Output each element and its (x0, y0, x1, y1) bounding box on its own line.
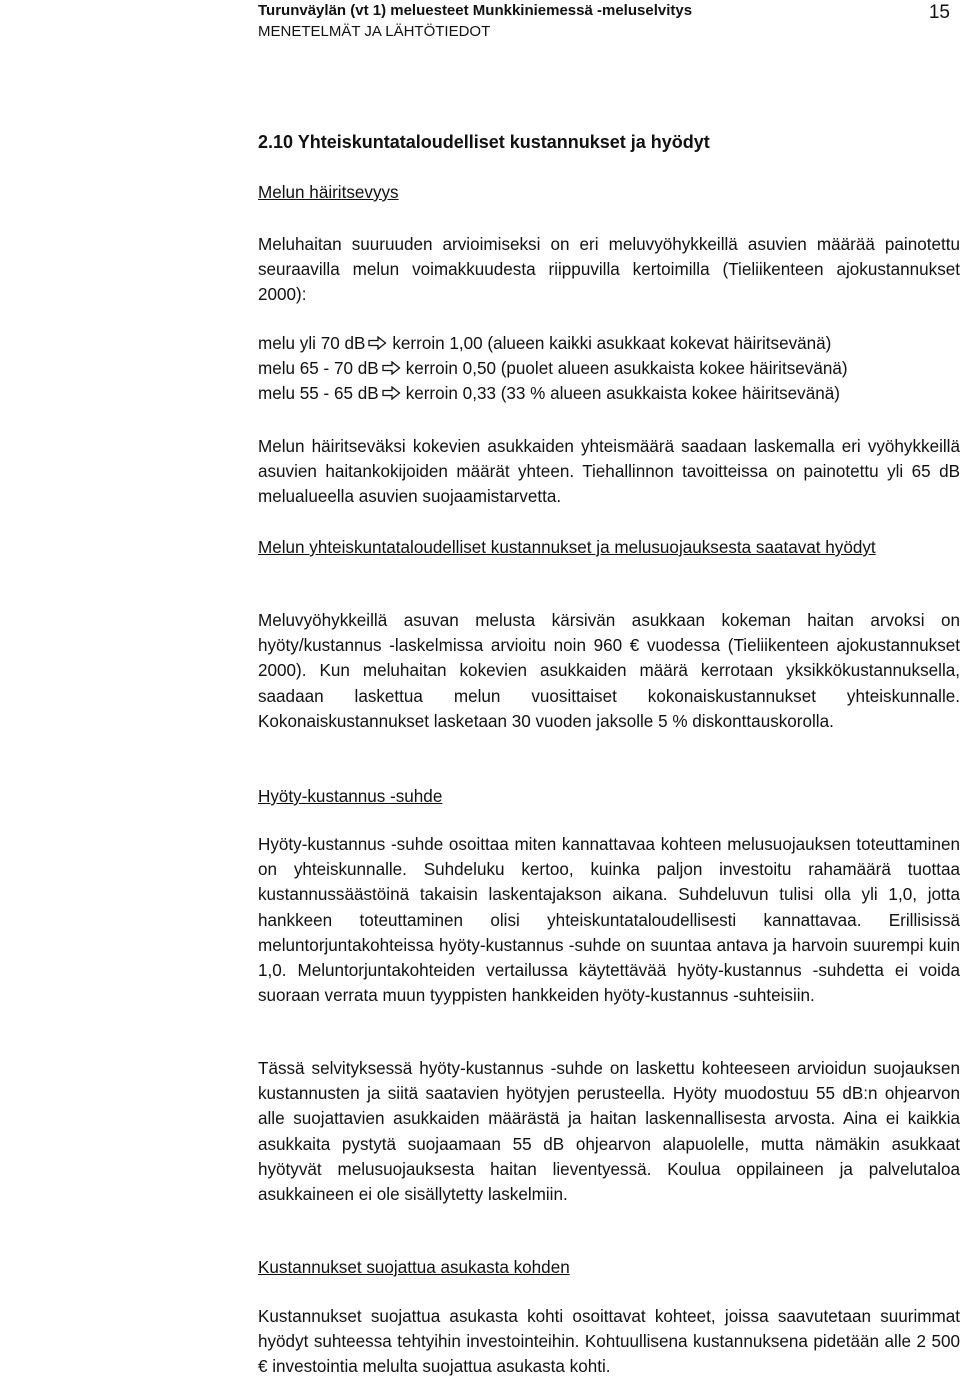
subheading-economic-costs-text: Melun yhteiskuntataloudelliset kustannukset ja melusuojauksesta saatavat hyödyt (258, 538, 876, 557)
paragraph-benefit-cost-2: Tässä selvityksessä hyöty-kustannus -suhde on laskettu kohteeseen arvioidun suojauksen kustannusten ja siitä saatavien hyötyjen perusteella. Hyöty muodostuu 55 dB:n ohjearvon alle suojattavien asukkaiden määrästä ja haitan laskennallisesta arvosta. Aina ei kaikkia asukkaita pystytä suojaamaan 55 dB ohjearvon alapuolelle, mutta nämäkin asukkaat hyötyvät melusuojauksesta haitan lieventyessä. Koulua oppilaineen ja palvelutaloa asukkaineen ei ole sisällytetty laskelmiin. (258, 1059, 960, 1205)
arrow-right-icon (382, 361, 401, 375)
paragraph-weighting: Meluhaitan suuruuden arvioimiseksi on eri meluvyöhykkeillä asuvien määrää painotettu seuraavilla melun voimakkuudesta riippuvilla kertoimilla (Tieliikenteen ajokustannukset 2000): (258, 235, 960, 305)
factor-list (258, 331, 960, 407)
factor-text: kerroin 0,33 (33 % alueen asukkaista kokee häiritsevänä) (405, 384, 840, 404)
paragraph-total: Melun häiritseväksi kokevien asukkaiden yhteismäärä saadaan laskemalla eri vyöhykkeillä asuvien haitankokijoiden määrät yhteen. Tiehallinnon tavoitteissa on painotettu yli 65 dB melualueella asuvien suojaamistarvetta. (258, 437, 960, 507)
factor-row (258, 381, 960, 406)
factor-row (258, 356, 960, 381)
arrow-right-icon (368, 336, 387, 350)
factor-row (258, 331, 960, 356)
subheading-benefit-cost (258, 784, 960, 809)
arrow-right-icon (382, 386, 401, 400)
subheading-noise-annoyance (258, 180, 960, 205)
factor-range: melu 55 - 65 dB (258, 384, 379, 404)
header-subtitle: MENETELMÄT JA LÄHTÖTIEDOT (258, 23, 491, 40)
page-header (258, 0, 960, 42)
factor-text: kerroin 1,00 (alueen kaikki asukkaat kokevat häiritsevänä) (392, 334, 832, 353)
factor-text: kerroin 0,50 (puolet alueen asukkaista kokee häiritsevänä) (405, 359, 848, 379)
paragraph-benefit-cost-1: Hyöty-kustannus -suhde osoittaa miten kannattavaa kohteen melusuojauksen toteuttaminen on yhteiskunnalle. Suhdeluku kertoo, kuinka paljon investoitu rahamäärä tuottaa kustannussäästöinä takaisin laskentajakson aikana. Suhdeluvun tulisi olla yli 1,0, jotta hankkeen toteuttaminen olisi yhteiskuntataloudellisesti kannattavaa. Erillisissä meluntorjuntakohteissa hyöty-kustannus -suhde on suuntaa antava ja harvoin suurempi kuin 1,0. Meluntorjuntakohteiden vertailussa käytettävää hyöty-kustannus -suhdetta ei voida suoraan verrata muun tyyppisten hankkeiden hyöty-kustannus -suhteisiin. (258, 835, 960, 1006)
section-heading: 2.10 Yhteiskuntataloudelliset kustannukset ja hyödyt (258, 132, 710, 152)
factor-range: melu yli 70 dB (258, 334, 366, 353)
subheading-cost-per-resident (258, 1255, 960, 1280)
factor-range: melu 65 - 70 dB (258, 359, 379, 379)
header-title: Turunväylän (vt 1) meluesteet Munkkiniemessä -meluselvitys (258, 2, 693, 19)
subheading-cost-per-resident-text: Kustannukset suojattua asukasta kohden (258, 1258, 570, 1277)
subheading-economic-costs (258, 535, 960, 560)
paragraph-cost-value: Meluvyöhykkeillä asuvan melusta kärsivän asukkaan kokeman haitan arvoksi on hyöty/kustannus -laskelmissa arvioitu noin 960 € vuodessa (Tieliikenteen ajokustannukset 2000). Kun meluhaitan kokevien asukkaiden määrä kerrotaan yksikkökustannuksella, saadaan laskettua melun vuosittaiset kokonaiskustannukset yhteiskunnalle. Kokonaiskustannukset lasketaan 30 vuoden jaksolle 5 % diskonttauskorolla. (258, 611, 960, 731)
page-number: 15 (928, 2, 950, 23)
paragraph-cost-per-resident: Kustannukset suojattua asukasta kohti osoittavat kohteet, joissa saavutetaan suurimmat hyödyt suhteessa tehtyihin investointeihin. Kohtuullisena kustannuksena pidetään alle 2 500 € investointia melulta suojattua asukasta kohti. (258, 1307, 960, 1377)
subheading-noise-annoyance-text: Melun häiritsevyys (258, 183, 399, 202)
subheading-benefit-cost-text: Hyöty-kustannus -suhde (258, 787, 443, 806)
